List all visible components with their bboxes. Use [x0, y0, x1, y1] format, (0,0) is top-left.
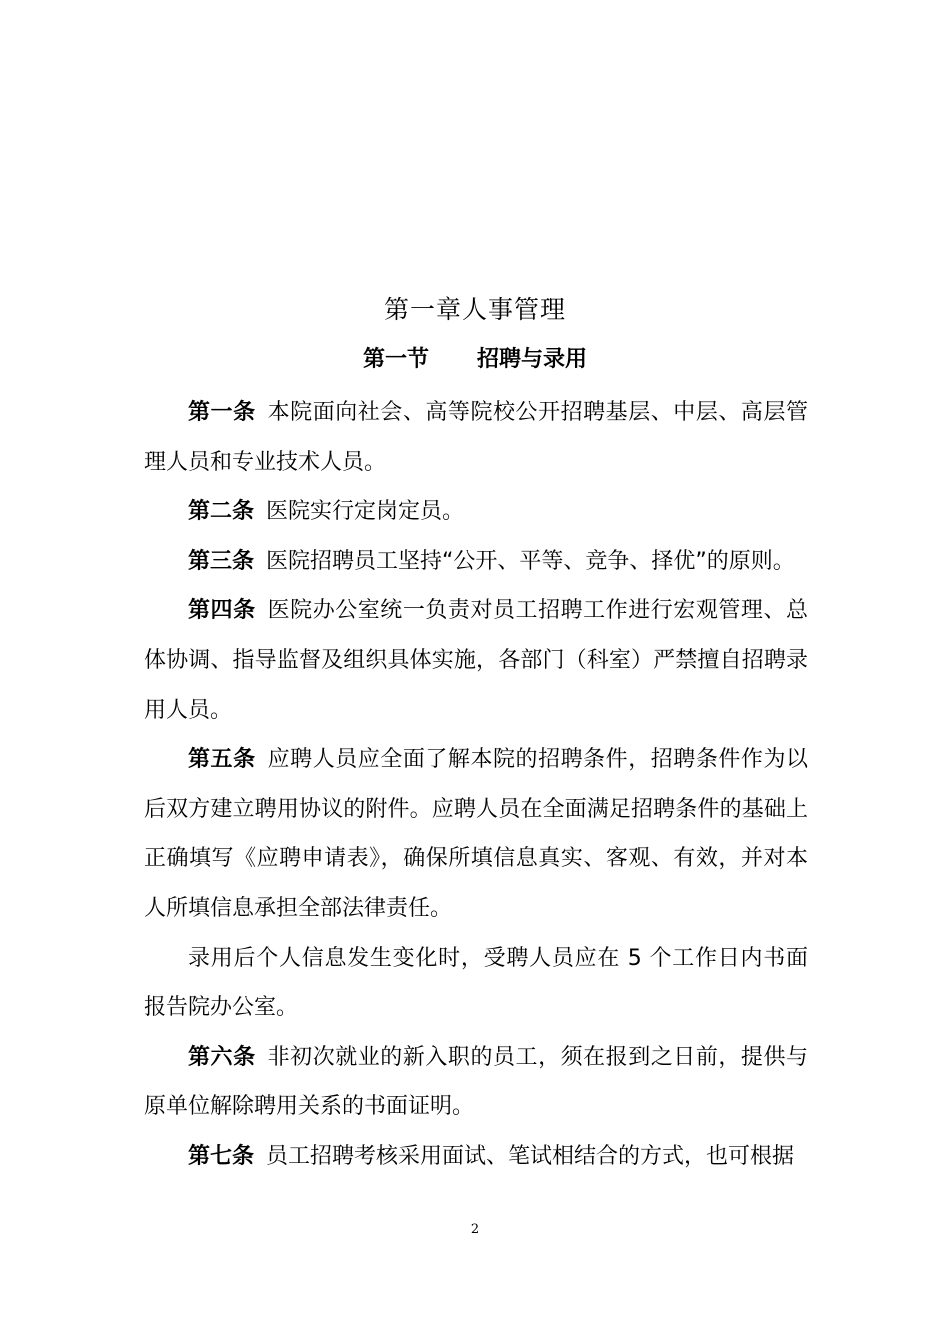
article-label: 第五条 — [188, 747, 256, 773]
article-text: 本院面向社会、高等院校公开招聘基层、中层、高层管理人员和专业技术人员。 — [144, 400, 808, 475]
section-title: 招聘与录用 — [477, 347, 588, 372]
article-text: 医院办公室统一负责对员工招聘工作进行宏观管理、总体协调、指导监督及组织具体实施，各部门（科室）严禁擅自招聘录用人员。 — [144, 598, 808, 723]
article-label: 第六条 — [188, 1044, 256, 1070]
section-number: 第一节 — [362, 347, 429, 372]
page-number: 2 — [470, 1222, 480, 1237]
article-label: 第二条 — [188, 499, 255, 525]
chapter-title: 第一章人事管理 — [383, 295, 566, 324]
section-heading — [0, 342, 950, 373]
article-7 — [144, 1132, 808, 1182]
article-5 — [144, 735, 808, 933]
article-text: 员工招聘考核采用面试、笔试相结合的方式，也可根据 — [266, 1143, 795, 1169]
article-1 — [144, 388, 808, 487]
article-label: 第一条 — [188, 400, 256, 425]
article-text: 应聘人员应全面了解本院的招聘条件，招聘条件作为以后双方建立聘用协议的附件。应聘人员在全面满足招聘条件的基础上正确填写《应聘申请表》，确保所填信息真实、客观、有效，并对本人所填信息承担全部法律责任。 — [144, 747, 808, 921]
article-label: 第四条 — [188, 598, 256, 624]
article-text: 医院实行定岗定员。 — [266, 499, 465, 525]
article-text: 非初次就业的新入职的员工，须在报到之日前，提供与原单位解除聘用关系的书面证明。 — [144, 1044, 808, 1120]
article-4 — [144, 586, 808, 735]
article-5-continuation — [144, 934, 808, 1033]
article-2 — [144, 487, 808, 537]
article-text: 医院招聘员工坚持“公开、平等、竞争、择优”的原则。 — [266, 548, 795, 574]
article-text: 录用后个人信息发生变化时，受聘人员应在 5 个工作日内书面报告院办公室。 — [144, 945, 808, 1021]
article-6 — [144, 1033, 808, 1132]
document-body — [144, 388, 808, 1182]
article-label: 第七条 — [188, 1143, 255, 1169]
article-label: 第三条 — [188, 548, 255, 574]
article-3 — [144, 537, 808, 587]
